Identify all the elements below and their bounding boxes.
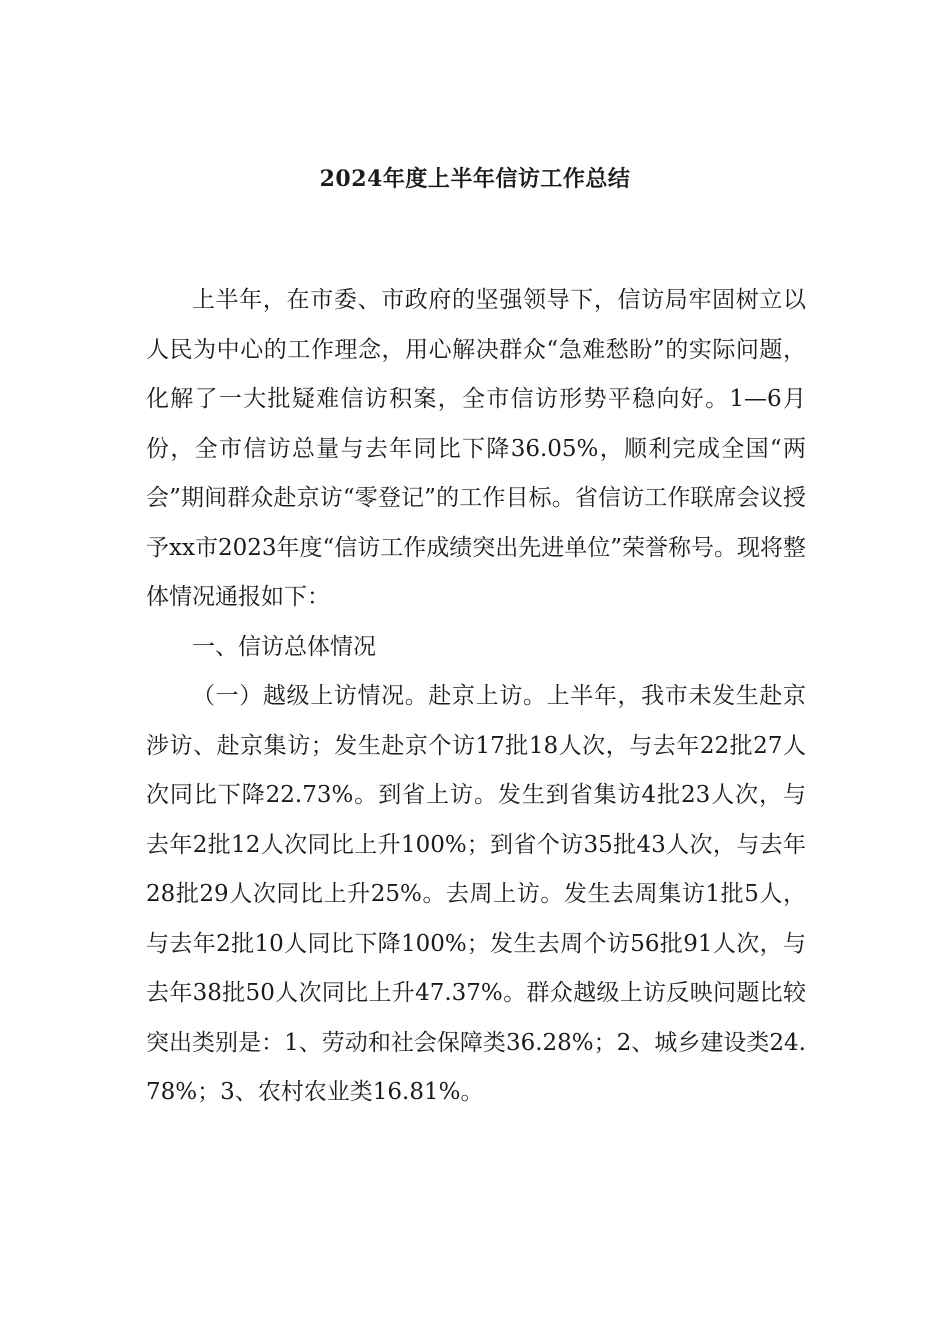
document-title: 2024年度上半年信访工作总结	[319, 166, 631, 192]
intro-paragraph: 上半年，在市委、市政府的坚强领导下，信访局牢固树立以人民为中心的工作理念，用心解决群众“急难愁盼”的实际问题，化解了一大批疑难信访积案，全市信访形势平稳向好。1—6月份，全市信访总量与去年同比下降36.05%，顺利完成全国“两会”期间群众赴京访“零登记”的工作目标。省信访工作联席会议授予xx市2023年度“信访工作成绩突出先进单位”荣誉称号。现将整体情况通报如下：	[146, 287, 806, 610]
document-body	[146, 276, 806, 1118]
section-heading: 一、信访总体情况	[192, 633, 376, 660]
subsection-paragraph: （一）越级上访情况。赴京上访。上半年，我市未发生赴京涉访、赴京集访；发生赴京个访17批18人次，与去年22批27人次同比下降22.73%。到省上访。发生到省集访4批23人次，与去年2批12人次同比上升100%；到省个访35批43人次，与去年28批29人次同比上升25%。去周上访。发生去周集访1批5人，与去年2批10人同比下降100%；发生去周个访56批91人次，与去年38批50人次同比上升47.37%。群众越级上访反映问题比较突出类别是：1、劳动和社会保障类36.28%；2、城乡建设类24.78%；3、农村农业类16.81%。	[146, 683, 806, 1105]
